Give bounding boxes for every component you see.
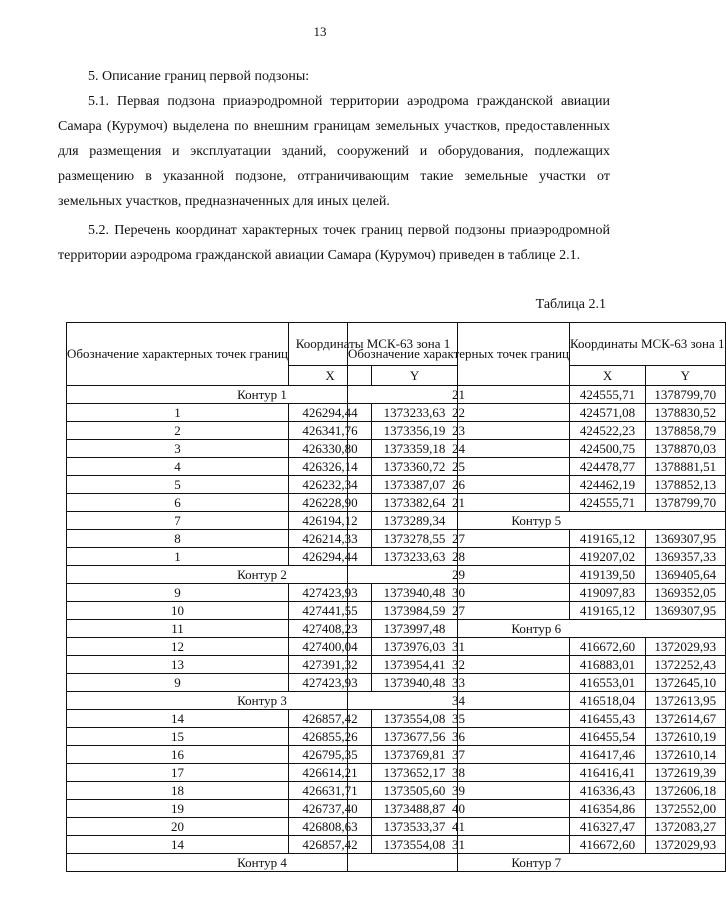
x-coordinate-cell: 426795,35 bbox=[289, 746, 372, 764]
header-y: Y bbox=[646, 366, 725, 386]
header-point-designation: Обозначение характерных точек границ bbox=[348, 323, 570, 386]
x-coordinate-cell: 426737,40 bbox=[289, 800, 372, 818]
point-id-cell: 15 bbox=[67, 728, 289, 746]
table-row bbox=[348, 656, 726, 674]
y-coordinate-cell: 1372613,95 bbox=[646, 692, 725, 710]
point-id-cell: 7 bbox=[67, 512, 289, 530]
point-id-cell: 21 bbox=[348, 494, 570, 512]
table-row bbox=[348, 386, 726, 404]
point-id-cell: 23 bbox=[348, 422, 570, 440]
y-coordinate-cell: 1373382,64 bbox=[372, 494, 458, 512]
point-id-cell: 9 bbox=[67, 674, 289, 692]
point-id-cell: 35 bbox=[348, 710, 570, 728]
coordinates-table-right bbox=[347, 322, 726, 872]
x-coordinate-cell: 426341,76 bbox=[289, 422, 372, 440]
x-coordinate-cell: 427391,32 bbox=[289, 656, 372, 674]
y-coordinate-cell: 1373278,55 bbox=[372, 530, 458, 548]
x-coordinate-cell: 426855,26 bbox=[289, 728, 372, 746]
y-coordinate-cell: 1372619,39 bbox=[646, 764, 725, 782]
y-coordinate-cell: 1373356,19 bbox=[372, 422, 458, 440]
point-id-cell: 10 bbox=[67, 602, 289, 620]
x-coordinate-cell: 424555,71 bbox=[570, 494, 646, 512]
x-coordinate-cell: 424462,19 bbox=[570, 476, 646, 494]
x-coordinate-cell: 426294,44 bbox=[289, 548, 372, 566]
y-coordinate-cell: 1373533,37 bbox=[372, 818, 458, 836]
x-coordinate-cell: 424522,23 bbox=[570, 422, 646, 440]
x-coordinate-cell: 426614,21 bbox=[289, 764, 372, 782]
table-row bbox=[348, 728, 726, 746]
y-coordinate-cell: 1372029,93 bbox=[646, 638, 725, 656]
point-id-cell: 25 bbox=[348, 458, 570, 476]
table-row bbox=[348, 836, 726, 854]
y-coordinate-cell: 1369307,95 bbox=[646, 602, 725, 620]
point-id-cell: 5 bbox=[67, 476, 289, 494]
x-coordinate-cell: 416553,01 bbox=[570, 674, 646, 692]
x-coordinate-cell: 427408,23 bbox=[289, 620, 372, 638]
x-coordinate-cell: 416327,47 bbox=[570, 818, 646, 836]
x-coordinate-cell: 419165,12 bbox=[570, 602, 646, 620]
y-coordinate-cell: 1372083,27 bbox=[646, 818, 725, 836]
table-row bbox=[348, 458, 726, 476]
table-row bbox=[348, 440, 726, 458]
point-id-cell: 40 bbox=[348, 800, 570, 818]
point-id-cell: 16 bbox=[67, 746, 289, 764]
x-coordinate-cell: 426330,80 bbox=[289, 440, 372, 458]
table-row bbox=[348, 674, 726, 692]
x-coordinate-cell: 426631,71 bbox=[289, 782, 372, 800]
contour-label: Контур 6 bbox=[348, 620, 726, 638]
x-coordinate-cell: 427441,55 bbox=[289, 602, 372, 620]
x-coordinate-cell: 424500,75 bbox=[570, 440, 646, 458]
contour-row bbox=[348, 854, 726, 872]
point-id-cell: 32 bbox=[348, 656, 570, 674]
table-row bbox=[348, 746, 726, 764]
y-coordinate-cell: 1378852,13 bbox=[646, 476, 725, 494]
point-id-cell: 31 bbox=[348, 836, 570, 854]
y-coordinate-cell: 1369307,95 bbox=[646, 530, 725, 548]
x-coordinate-cell: 419165,12 bbox=[570, 530, 646, 548]
x-coordinate-cell: 416336,43 bbox=[570, 782, 646, 800]
paragraph-5-2: 5.2. Перечень координат характерных точек границ первой подзоны приаэродромной территории аэродрома гражданской авиации Самара (Курумоч) приведен в таблице 2.1. bbox=[58, 223, 610, 263]
point-id-cell: 37 bbox=[348, 746, 570, 764]
y-coordinate-cell: 1373940,48 bbox=[372, 674, 458, 692]
point-id-cell: 1 bbox=[67, 548, 289, 566]
y-coordinate-cell: 1373769,81 bbox=[372, 746, 458, 764]
table-row bbox=[348, 764, 726, 782]
y-coordinate-cell: 1373360,72 bbox=[372, 458, 458, 476]
point-id-cell: 3 bbox=[67, 440, 289, 458]
y-coordinate-cell: 1378881,51 bbox=[646, 458, 725, 476]
y-coordinate-cell: 1369352,05 bbox=[646, 584, 725, 602]
point-id-cell: 22 bbox=[348, 404, 570, 422]
x-coordinate-cell: 416672,60 bbox=[570, 836, 646, 854]
header-coordinates: Координаты МСК-63 зона 1 bbox=[570, 323, 726, 366]
x-coordinate-cell: 416883,01 bbox=[570, 656, 646, 674]
x-coordinate-cell: 424571,08 bbox=[570, 404, 646, 422]
point-id-cell: 20 bbox=[67, 818, 289, 836]
y-coordinate-cell: 1373984,59 bbox=[372, 602, 458, 620]
point-id-cell: 27 bbox=[348, 602, 570, 620]
y-coordinate-cell: 1372552,00 bbox=[646, 800, 725, 818]
y-coordinate-cell: 1372029,93 bbox=[646, 836, 725, 854]
point-id-cell: 1 bbox=[67, 404, 289, 422]
x-coordinate-cell: 416417,46 bbox=[570, 746, 646, 764]
y-coordinate-cell: 1372610,14 bbox=[646, 746, 725, 764]
contour-label: Контур 2 bbox=[67, 566, 458, 584]
y-coordinate-cell: 1378870,03 bbox=[646, 440, 725, 458]
x-coordinate-cell: 427423,93 bbox=[289, 584, 372, 602]
y-coordinate-cell: 1369357,33 bbox=[646, 548, 725, 566]
contour-label: Контур 4 bbox=[67, 854, 458, 872]
point-id-cell: 8 bbox=[67, 530, 289, 548]
point-id-cell: 12 bbox=[67, 638, 289, 656]
point-id-cell: 30 bbox=[348, 584, 570, 602]
x-coordinate-cell: 419097,83 bbox=[570, 584, 646, 602]
table-row bbox=[348, 548, 726, 566]
y-coordinate-cell: 1378858,79 bbox=[646, 422, 725, 440]
point-id-cell: 2 bbox=[67, 422, 289, 440]
y-coordinate-cell: 1373233,63 bbox=[372, 548, 458, 566]
header-y: Y bbox=[372, 366, 458, 386]
header-point-designation: Обозначение характерных точек границ bbox=[67, 323, 289, 386]
y-coordinate-cell: 1378799,70 bbox=[646, 494, 725, 512]
y-coordinate-cell: 1373488,87 bbox=[372, 800, 458, 818]
x-coordinate-cell: 426857,42 bbox=[289, 836, 372, 854]
point-id-cell: 14 bbox=[67, 836, 289, 854]
y-coordinate-cell: 1369405,64 bbox=[646, 566, 725, 584]
contour-label: Контур 1 bbox=[67, 386, 458, 404]
table-row bbox=[348, 800, 726, 818]
y-coordinate-cell: 1373289,34 bbox=[372, 512, 458, 530]
point-id-cell: 4 bbox=[67, 458, 289, 476]
y-coordinate-cell: 1373976,03 bbox=[372, 638, 458, 656]
x-coordinate-cell: 426228,90 bbox=[289, 494, 372, 512]
y-coordinate-cell: 1378799,70 bbox=[646, 386, 725, 404]
y-coordinate-cell: 1373677,56 bbox=[372, 728, 458, 746]
point-id-cell: 29 bbox=[348, 566, 570, 584]
table-row bbox=[348, 566, 726, 584]
point-id-cell: 18 bbox=[67, 782, 289, 800]
page-number: 13 bbox=[313, 24, 327, 39]
y-coordinate-cell: 1373940,48 bbox=[372, 584, 458, 602]
point-id-cell: 34 bbox=[348, 692, 570, 710]
y-coordinate-cell: 1373359,18 bbox=[372, 440, 458, 458]
x-coordinate-cell: 419139,50 bbox=[570, 566, 646, 584]
table-row bbox=[348, 818, 726, 836]
y-coordinate-cell: 1373554,08 bbox=[372, 836, 458, 854]
contour-label: Контур 3 bbox=[67, 692, 458, 710]
table-caption: Таблица 2.1 bbox=[535, 297, 606, 312]
point-id-cell: 14 bbox=[67, 710, 289, 728]
x-coordinate-cell: 419207,02 bbox=[570, 548, 646, 566]
table-row bbox=[348, 422, 726, 440]
point-id-cell: 19 bbox=[67, 800, 289, 818]
header-x: X bbox=[570, 366, 646, 386]
x-coordinate-cell: 424555,71 bbox=[570, 386, 646, 404]
header-coordinates: Координаты МСК-63 зона 1 bbox=[289, 323, 458, 366]
table-row bbox=[348, 476, 726, 494]
x-coordinate-cell: 426194,12 bbox=[289, 512, 372, 530]
x-coordinate-cell: 416518,04 bbox=[570, 692, 646, 710]
point-id-cell: 36 bbox=[348, 728, 570, 746]
y-coordinate-cell: 1373652,17 bbox=[372, 764, 458, 782]
table-row bbox=[348, 584, 726, 602]
x-coordinate-cell: 426808,63 bbox=[289, 818, 372, 836]
table-row bbox=[348, 692, 726, 710]
table-row bbox=[348, 782, 726, 800]
point-id-cell: 9 bbox=[67, 584, 289, 602]
point-id-cell: 31 bbox=[348, 638, 570, 656]
y-coordinate-cell: 1372614,67 bbox=[646, 710, 725, 728]
point-id-cell: 28 bbox=[348, 548, 570, 566]
x-coordinate-cell: 427423,93 bbox=[289, 674, 372, 692]
x-coordinate-cell: 426214,33 bbox=[289, 530, 372, 548]
x-coordinate-cell: 426294,44 bbox=[289, 404, 372, 422]
y-coordinate-cell: 1378830,52 bbox=[646, 404, 725, 422]
contour-label: Контур 7 bbox=[348, 854, 726, 872]
point-id-cell: 39 bbox=[348, 782, 570, 800]
x-coordinate-cell: 426232,34 bbox=[289, 476, 372, 494]
y-coordinate-cell: 1373233,63 bbox=[372, 404, 458, 422]
x-coordinate-cell: 426326,14 bbox=[289, 458, 372, 476]
y-coordinate-cell: 1373505,60 bbox=[372, 782, 458, 800]
x-coordinate-cell: 416672,60 bbox=[570, 638, 646, 656]
contour-row bbox=[348, 512, 726, 530]
contour-label: Контур 5 bbox=[348, 512, 726, 530]
point-id-cell: 26 bbox=[348, 476, 570, 494]
point-id-cell: 41 bbox=[348, 818, 570, 836]
y-coordinate-cell: 1372645,10 bbox=[646, 674, 725, 692]
contour-row bbox=[348, 620, 726, 638]
point-id-cell: 11 bbox=[67, 620, 289, 638]
point-id-cell: 17 bbox=[67, 764, 289, 782]
point-id-cell: 38 bbox=[348, 764, 570, 782]
y-coordinate-cell: 1372252,43 bbox=[646, 656, 725, 674]
x-coordinate-cell: 416354,86 bbox=[570, 800, 646, 818]
point-id-cell: 13 bbox=[67, 656, 289, 674]
table-row bbox=[348, 530, 726, 548]
x-coordinate-cell: 426857,42 bbox=[289, 710, 372, 728]
x-coordinate-cell: 416455,54 bbox=[570, 728, 646, 746]
x-coordinate-cell: 424478,77 bbox=[570, 458, 646, 476]
point-id-cell: 24 bbox=[348, 440, 570, 458]
section-heading: 5. Описание границ первой подзоны: bbox=[88, 69, 310, 84]
point-id-cell: 27 bbox=[348, 530, 570, 548]
y-coordinate-cell: 1372610,19 bbox=[646, 728, 725, 746]
y-coordinate-cell: 1373997,48 bbox=[372, 620, 458, 638]
table-body-right bbox=[348, 386, 726, 872]
paragraph-5-1: 5.1. Первая подзона приаэродромной территории аэродрома гражданской авиации Самара (Курумоч) выделена по внешним границам земельных участков, предоставленных для размещения и эксплуатации зданий, сооружений и оборудования, подлежащих размещению в указанной подзоне, отграничивающим такие земельные участки от земельных участков, предназначенных для иных целей. bbox=[58, 94, 610, 209]
x-coordinate-cell: 416455,43 bbox=[570, 710, 646, 728]
y-coordinate-cell: 1373954,41 bbox=[372, 656, 458, 674]
header-x: X bbox=[289, 366, 372, 386]
y-coordinate-cell: 1373387,07 bbox=[372, 476, 458, 494]
y-coordinate-cell: 1373554,08 bbox=[372, 710, 458, 728]
point-id-cell: 33 bbox=[348, 674, 570, 692]
table-row bbox=[348, 494, 726, 512]
table-row bbox=[348, 710, 726, 728]
y-coordinate-cell: 1372606,18 bbox=[646, 782, 725, 800]
point-id-cell: 21 bbox=[348, 386, 570, 404]
x-coordinate-cell: 427400,04 bbox=[289, 638, 372, 656]
table-row bbox=[348, 638, 726, 656]
table-row bbox=[348, 404, 726, 422]
point-id-cell: 6 bbox=[67, 494, 289, 512]
x-coordinate-cell: 416416,41 bbox=[570, 764, 646, 782]
table-row bbox=[348, 602, 726, 620]
